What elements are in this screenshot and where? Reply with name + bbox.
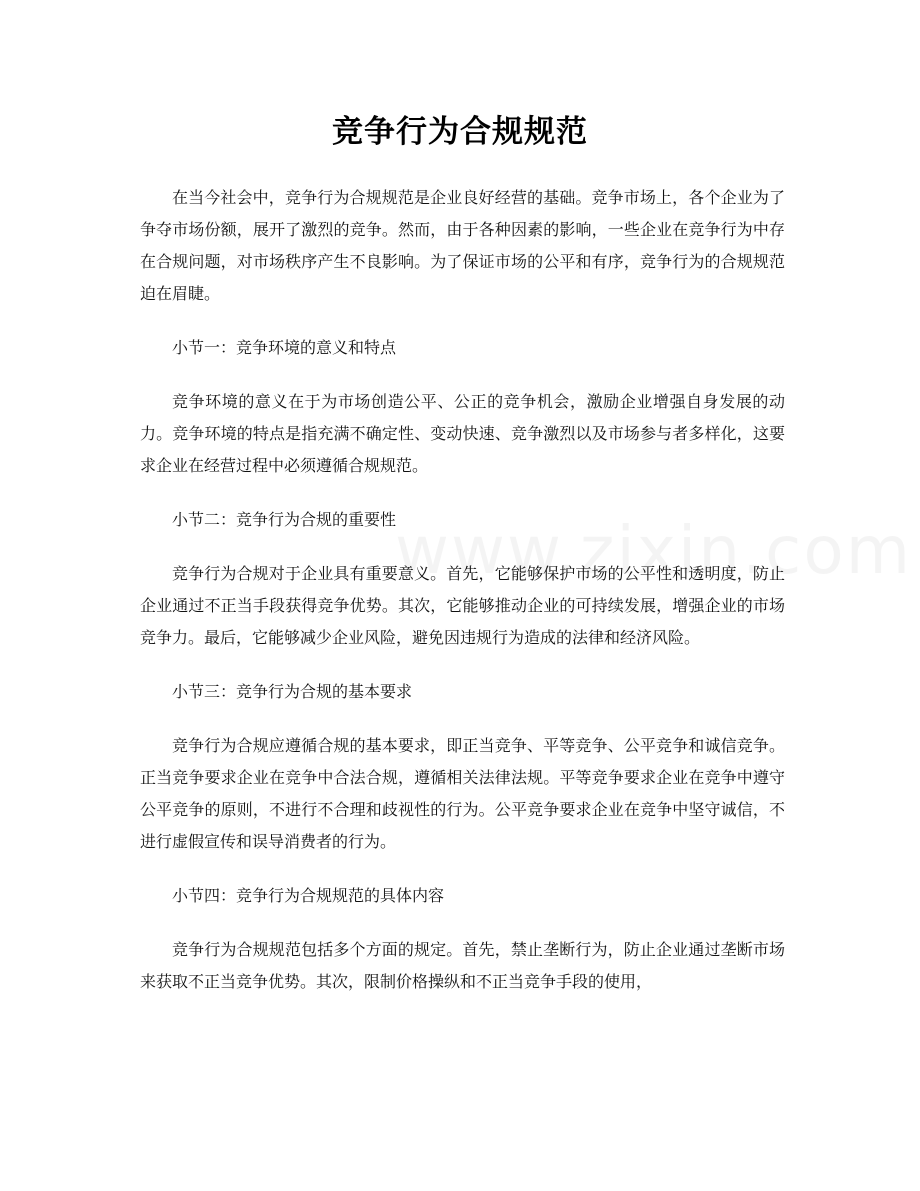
document-body [140, 182, 785, 1020]
paragraph-intro: 在当今社会中，竞争行为合规规范是企业良好经营的基础。竞争市场上，各个企业为了争夺市场份额，展开了激烈的竞争。然而，由于各种因素的影响，一些企业在竞争行为中存在合规问题，对市场秩序产生不良影响。为了保证市场的公平和有序，竞争行为的合规规范迫在眉睫。 [140, 188, 785, 303]
document-title: 竞争行为合规规范 [332, 114, 588, 150]
section-heading-2: 小节二：竞争行为合规的重要性 [172, 510, 397, 529]
paragraph-section-1: 竞争环境的意义在于为市场创造公平、公正的竞争机会，激励企业增强自身发展的动力。竞争环境的特点是指充满不确定性、变动快速、竞争激烈以及市场参与者多样化，这要求企业在经营过程中必须遵循合规规范。 [140, 392, 785, 475]
paragraph-section-2: 竞争行为合规对于企业具有重要意义。首先，它能够保护市场的公平性和透明度，防止企业通过不正当手段获得竞争优势。其次，它能够推动企业的可持续发展，增强企业的市场竞争力。最后，它能够减少企业风险，避免因违规行为造成的法律和经济风险。 [140, 564, 785, 647]
section-heading-3: 小节三：竞争行为合规的基本要求 [172, 682, 413, 701]
paragraph-section-3: 竞争行为合规应遵循合规的基本要求，即正当竞争、平等竞争、公平竞争和诚信竞争。正当竞争要求企业在竞争中合法合规，遵循相关法律法规。平等竞争要求企业在竞争中遵守公平竞争的原则，不进行不合理和歧视性的行为。公平竞争要求企业在竞争中坚守诚信，不进行虚假宣传和误导消费者的行为。 [140, 736, 785, 851]
section-heading-1: 小节一：竞争环境的意义和特点 [172, 338, 397, 357]
paragraph-section-4: 竞争行为合规规范包括多个方面的规定。首先，禁止垄断行为，防止企业通过垄断市场来获取不正当竞争优势。其次，限制价格操纵和不正当竞争手段的使用， [140, 940, 785, 991]
section-heading-4: 小节四：竞争行为合规规范的具体内容 [172, 886, 445, 905]
